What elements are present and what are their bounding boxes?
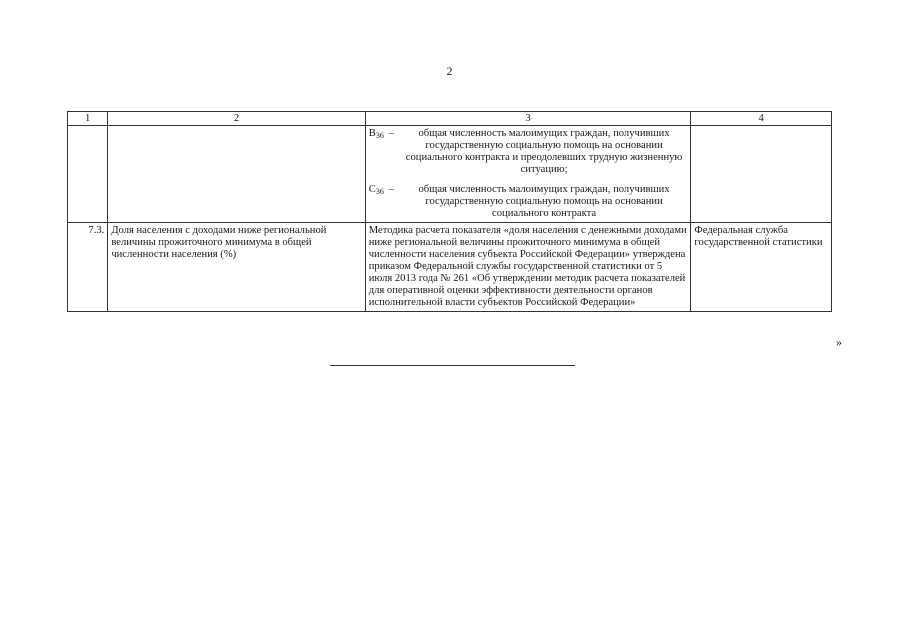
row2-methodology-cell: Методика расчета показателя «доля населения с денежными доходами ниже региональной величины прожиточного минимума в общей численности населения субъекта Российской Федерации» утверждена приказом Федеральной службы государственной статистики от 5 июля 2013 года № 261 «Об утверждении методик расчета показателей для оперативной оценки эффективности деятельности органов исполнительной власти субъектов Российской Федерации»: [365, 223, 691, 312]
row1-methodology-cell: [365, 126, 691, 223]
definition-dash: –: [388, 184, 395, 195]
page-number: 2: [446, 64, 453, 78]
header-col-1: 1: [68, 112, 108, 126]
header-col-3: 3: [365, 112, 691, 126]
row2-indicator-cell: Доля населения с доходами ниже региональной величины прожиточного минимума в общей численности населения (%): [108, 223, 365, 312]
row2-source-cell: Федеральная служба государственной статистики: [691, 223, 832, 312]
definition-c36: [369, 184, 688, 220]
row2-number-cell: 7.3.: [68, 223, 108, 312]
header-col-4: 4: [691, 112, 832, 126]
row1-number-cell: [68, 126, 108, 223]
variable-symbol: $B_{36}$: [368, 128, 384, 140]
header-col-2: 2: [108, 112, 365, 126]
table-row: [68, 223, 832, 312]
table-row: [68, 126, 832, 223]
row1-indicator-cell: [108, 126, 365, 223]
definition-dash: –: [388, 128, 395, 139]
definition-text: общая численность малоимущих граждан, получивших государственную социальную помощь на основании социального контракта: [418, 184, 670, 219]
closing-quote: »: [836, 335, 842, 349]
row1-source-cell: [691, 126, 832, 223]
indicators-table: [67, 111, 832, 312]
end-divider-line: [330, 365, 575, 366]
header-row: [68, 112, 832, 126]
definition-text: общая численность малоимущих граждан, получивших государственную социальную помощь на основании социального контракта и преодолевших трудную жизненную ситуацию;: [405, 128, 683, 175]
variable-symbol: $C_{36}$: [368, 184, 384, 196]
definition-b36: [369, 128, 688, 176]
